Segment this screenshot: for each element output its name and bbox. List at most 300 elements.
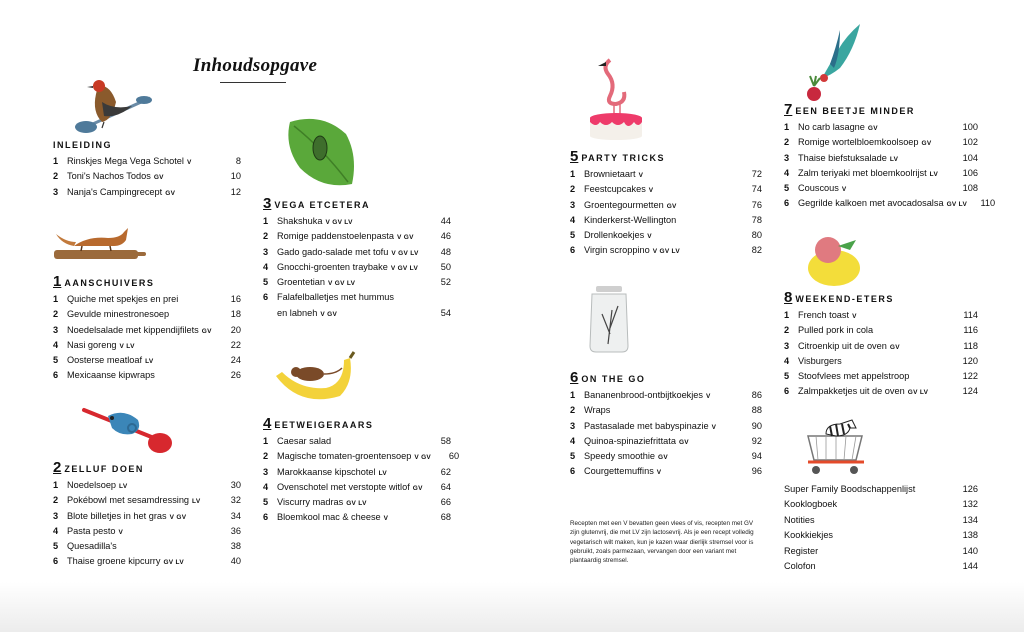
diet-tags: GV LV: [907, 389, 929, 397]
recipe-title: No carb lasagne: [798, 122, 865, 132]
page-number: 30: [230, 480, 241, 490]
page-number: 96: [751, 466, 762, 477]
recipe-number: 1: [263, 216, 269, 226]
section-heading: [53, 273, 241, 290]
page-number: 66: [440, 497, 451, 508]
recipe-title: Citroenkip uit de oven: [798, 340, 887, 351]
page-number: 90: [751, 420, 762, 431]
section-vega-etcetera: [263, 195, 451, 321]
toc-row[interactable]: [53, 539, 241, 554]
appendix-title: Kooklogboek: [784, 499, 838, 510]
toc-row[interactable]: [263, 465, 451, 480]
diet-tags: V LV: [119, 342, 135, 350]
page-number: 36: [230, 525, 241, 536]
recipe-title: Oosterse meatloaf: [67, 355, 143, 366]
flamingo-on-cake-illustration: [586, 56, 646, 146]
toc-row[interactable]: [570, 243, 762, 258]
diet-tags: GV: [412, 484, 423, 492]
page-number: 108: [962, 183, 978, 194]
recipe-number: 6: [570, 466, 576, 477]
recipe-number: 1: [570, 169, 576, 179]
toc-row[interactable]: [784, 369, 978, 384]
toc-row[interactable]: [570, 198, 762, 213]
page-number: 80: [751, 230, 762, 241]
page-number: 26: [230, 370, 241, 381]
diet-tags: LV: [889, 155, 899, 163]
section-title: EETWEIGERAARS: [274, 420, 374, 430]
recipe-number: 6: [263, 512, 269, 523]
toc-row[interactable]: [570, 182, 762, 197]
recipe-title: Caesar salad: [277, 436, 332, 446]
diet-tags: V: [841, 186, 847, 194]
page-number: 88: [751, 405, 762, 416]
section-zelluf-doen: [53, 459, 241, 570]
toc-row[interactable]: [570, 449, 762, 464]
recipe-title: Nanja's Campingrecept: [67, 186, 163, 197]
recipe-title: Quiche met spekjes en prei: [67, 294, 179, 304]
recipe-number: 5: [784, 183, 790, 194]
recipe-title: Blote billetjes in het gras: [67, 510, 167, 521]
recipe-title: Noedelsoep: [67, 480, 117, 490]
diet-tags: GV: [201, 327, 212, 335]
mouse-on-banana-illustration: [270, 350, 356, 408]
page-title: Inhoudsopgave: [193, 55, 318, 76]
diet-tags: LV: [119, 483, 128, 490]
diet-tags: V GV LV: [652, 248, 680, 256]
appendix-title: Super Family Boodschappenlijst: [784, 484, 916, 494]
section-title: INLEIDING: [53, 140, 113, 150]
diet-tags: GV LV: [946, 201, 968, 209]
page-number: 38: [230, 541, 241, 552]
diet-tags: V GV LV: [325, 219, 353, 226]
page-number: 138: [962, 530, 978, 541]
appendix-row[interactable]: [784, 528, 978, 543]
toc-row[interactable]: [53, 169, 241, 184]
section-number: 3: [263, 195, 272, 212]
recipe-title: Bananenbrood-ontbijtkoekjes: [584, 390, 704, 400]
toc-row[interactable]: [263, 275, 451, 290]
recipe-number: 2: [263, 451, 269, 462]
diet-tags: V: [656, 469, 662, 477]
toc-row[interactable]: [784, 120, 978, 135]
recipe-number: 3: [570, 420, 576, 431]
page-number: 106: [962, 167, 978, 178]
recipe-title: Zalmpakketjes uit de oven: [798, 386, 905, 397]
page-number: 140: [962, 545, 978, 556]
page-number: 22: [230, 339, 241, 350]
diet-tags: V GV LV: [391, 249, 419, 257]
recipe-number: 5: [263, 497, 269, 508]
toc-row[interactable]: [263, 260, 451, 275]
recipe-number: 5: [784, 371, 790, 382]
recipe-number: 1: [570, 390, 576, 400]
toc-row[interactable]: [570, 419, 762, 434]
recipe-title: Visburgers: [798, 355, 842, 366]
page-number: 62: [440, 466, 451, 477]
recipe-number: 5: [570, 230, 576, 241]
section-heading: [263, 195, 451, 212]
recipe-number: 6: [53, 556, 59, 567]
recipe-title: Couscous: [798, 183, 839, 194]
page-number: 8: [235, 156, 241, 166]
recipe-number: 6: [570, 245, 576, 256]
recipe-number: 4: [570, 214, 576, 225]
appendix-list: [784, 482, 978, 574]
page-number: 94: [751, 451, 762, 462]
recipe-number: 2: [53, 495, 59, 506]
recipe-title: Viscurry madras: [277, 497, 344, 508]
toc-row[interactable]: [53, 509, 241, 524]
recipe-title: Ovenschotel met verstopte witlof: [277, 481, 410, 492]
recipe-title: Gevulde minestronesoep: [67, 309, 170, 320]
page-number: 72: [751, 169, 762, 179]
recipe-number: 2: [570, 405, 576, 416]
appendix-row[interactable]: [784, 544, 978, 559]
diet-tags: V: [706, 393, 711, 400]
beetle-on-leaf-illustration: [282, 112, 362, 190]
recipe-title: Magische tomaten-groentensoep: [277, 451, 412, 462]
diet-tags: LV: [192, 498, 201, 506]
toc-row[interactable]: [570, 388, 762, 403]
toc-row[interactable]: [570, 434, 762, 449]
section-aanschuivers: [53, 273, 241, 384]
page-number: 20: [230, 324, 241, 335]
diet-tags: V: [186, 159, 192, 166]
section-number: 2: [53, 459, 62, 476]
section-title: EEN BEETJE MINDER: [795, 106, 915, 116]
diet-tags: GV: [867, 125, 878, 132]
recipe-title: Quinoa-spinaziefrittata: [584, 435, 676, 446]
diet-tags: LV: [929, 170, 939, 178]
recipe-title: Quesadilla's: [67, 541, 117, 552]
page-number: 122: [962, 371, 978, 382]
recipe-number: 5: [263, 277, 269, 288]
diet-tags: V GV LV: [390, 264, 419, 272]
section-title: ON THE GO: [581, 374, 646, 384]
recipe-number: 6: [53, 370, 59, 381]
recipe-title: Romige paddenstoelenpasta: [277, 231, 394, 242]
diet-tags: GV: [165, 189, 176, 197]
page-number: 34: [230, 510, 241, 521]
toc-row[interactable]: [784, 166, 978, 181]
section-number: 7: [784, 101, 793, 118]
diet-tags: V GV: [414, 454, 432, 462]
recipe-number: 2: [263, 231, 269, 242]
recipe-number: 1: [53, 480, 59, 490]
recipe-number: 4: [53, 339, 59, 350]
recipe-title: Gegrilde kalkoen met avocadosalsa: [798, 198, 944, 209]
section-number: 6: [570, 369, 579, 386]
recipe-number: 6: [784, 386, 790, 397]
toc-row-continuation[interactable]: [263, 306, 451, 321]
toc-row[interactable]: [784, 196, 996, 211]
section-title: AANSCHUIVERS: [64, 278, 155, 288]
page-number: 68: [440, 512, 451, 523]
recipe-number: 2: [53, 171, 59, 182]
recipe-number: 2: [570, 184, 576, 195]
recipe-title: Brownietaart: [584, 169, 636, 179]
page-number: 54: [440, 307, 451, 318]
toc-row[interactable]: [784, 339, 978, 354]
recipe-number: 6: [784, 198, 790, 209]
page-number: 58: [440, 436, 451, 446]
toc-row[interactable]: [53, 307, 241, 322]
chameleon-on-ladle-illustration: [80, 402, 176, 458]
page-number: 92: [751, 435, 762, 446]
diet-tags: GV LV: [346, 500, 367, 508]
appendix-row[interactable]: [784, 559, 978, 574]
toc-row[interactable]: [784, 323, 978, 338]
page-number: 78: [751, 214, 762, 225]
page-number: 50: [440, 261, 451, 272]
bird-on-spoon-illustration: [72, 72, 158, 136]
section-number: 5: [570, 148, 579, 165]
toc-row[interactable]: [784, 354, 978, 369]
diet-tags: V: [638, 172, 644, 179]
recipe-number: 3: [53, 186, 59, 197]
recipe-title: Falafelballetjes met hummus: [277, 292, 394, 303]
recipe-title: en labneh: [277, 307, 318, 318]
page-number: 82: [751, 245, 762, 256]
recipe-number: 3: [263, 246, 269, 257]
recipe-number: 4: [784, 355, 790, 366]
recipe-number: 3: [570, 199, 576, 210]
diet-tags: GV: [889, 343, 900, 351]
page-number: 74: [751, 184, 762, 195]
recipe-title: Gado gado-salade met tofu: [277, 246, 389, 257]
section-een-beetje-minder: [784, 101, 996, 212]
recipe-title: Courgettemuffins: [584, 466, 654, 477]
toc-row[interactable]: [263, 229, 451, 244]
recipe-number: 4: [53, 525, 59, 536]
diet-tags: V: [648, 187, 654, 195]
recipe-title: Nasi goreng: [67, 339, 117, 350]
recipe-title: Groentegourmetten: [584, 199, 664, 210]
recipe-title: Virgin scroppino: [584, 245, 650, 256]
toc-row[interactable]: [570, 167, 762, 182]
recipe-title: Kinderkerst-Wellington: [584, 214, 677, 225]
recipe-number: 3: [784, 152, 790, 163]
diet-tags: V: [118, 528, 124, 536]
page-number: 44: [440, 216, 451, 226]
section-heading: [263, 415, 451, 432]
page-number: 126: [962, 484, 978, 494]
section-title: ZELLUF DOEN: [64, 464, 144, 474]
toc-row[interactable]: [263, 449, 460, 464]
pomegranate-on-lemon-illustration: [804, 232, 864, 288]
recipe-number: 2: [784, 137, 790, 148]
page-number: 124: [962, 386, 978, 397]
recipe-title: Drollenkoekjes: [584, 230, 645, 241]
toc-row[interactable]: [53, 154, 241, 169]
recipe-number: 1: [784, 310, 790, 320]
recipe-title: Wraps: [584, 405, 611, 416]
toc-row[interactable]: [53, 353, 241, 368]
section-heading: [53, 459, 241, 476]
recipe-number: 1: [784, 122, 790, 132]
toc-row[interactable]: [570, 403, 762, 418]
page-number: 118: [963, 340, 978, 351]
toc-row[interactable]: [784, 151, 978, 166]
diet-tags: V GV: [396, 234, 414, 242]
section-heading: [53, 140, 241, 150]
diet-tags: V: [852, 313, 857, 320]
fox-on-board-illustration: [48, 220, 148, 264]
page-number: 48: [440, 246, 451, 257]
page-number: 52: [440, 277, 451, 288]
diet-tags: GV: [921, 140, 932, 148]
recipe-title: Zalm teriyaki met bloemkoolrijst: [798, 167, 927, 178]
section-on-the-go: [570, 369, 762, 480]
toc-row[interactable]: [570, 213, 762, 228]
recipe-title: Feestcupcakes: [584, 184, 646, 195]
page-number: 40: [230, 556, 241, 567]
page-number: 86: [751, 390, 762, 400]
section-title: WEEKEND-ETERS: [795, 294, 894, 304]
toc-row[interactable]: [53, 185, 241, 200]
recipe-number: 6: [263, 292, 269, 303]
recipe-number: 4: [784, 167, 790, 178]
recipe-number: 1: [53, 156, 59, 166]
diet-tags: V GV: [320, 310, 338, 318]
section-weekend-eters: [784, 289, 978, 400]
diet-tags: LV: [145, 358, 154, 366]
toc-row[interactable]: [570, 464, 762, 479]
diet-tags: V: [647, 233, 652, 241]
section-number: 4: [263, 415, 272, 432]
page-number: 16: [230, 294, 241, 304]
recipe-number: 1: [53, 294, 59, 304]
recipe-title: French toast: [798, 310, 850, 320]
appendix-title: Kookkiekjes: [784, 530, 834, 541]
recipe-title: Rinskjes Mega Vega Schotel: [67, 156, 184, 166]
recipe-number: 2: [53, 309, 59, 320]
toc-row[interactable]: [263, 214, 451, 229]
toc-row[interactable]: [53, 368, 241, 383]
recipe-title: Speedy smoothie: [584, 451, 655, 462]
toc-row[interactable]: [263, 480, 451, 495]
page-number: 12: [230, 186, 241, 197]
toc-row[interactable]: [784, 308, 978, 323]
toc-row[interactable]: [570, 228, 762, 243]
toc-row[interactable]: [263, 434, 451, 449]
page-bottom-shadow: [0, 582, 1024, 632]
section-title: VEGA ETCETERA: [274, 200, 371, 210]
zebra-in-cart-illustration: [800, 414, 872, 476]
diet-tags: GV LV: [163, 559, 184, 567]
toc-row[interactable]: [784, 384, 978, 399]
recipe-title: Groentetian: [277, 277, 326, 288]
appendix-row[interactable]: [784, 482, 978, 497]
section-heading: [570, 369, 762, 386]
diet-tags: LV: [378, 469, 387, 477]
appendix-row[interactable]: [784, 497, 978, 512]
page-number: 104: [962, 152, 978, 163]
toc-row[interactable]: [53, 493, 241, 508]
page-number: 120: [962, 355, 978, 366]
page-number: 32: [230, 495, 241, 506]
toc-row[interactable]: [53, 292, 241, 307]
recipe-title: Thaise biefstuksalade: [798, 152, 887, 163]
toc-row[interactable]: [263, 510, 451, 525]
diet-tags: GV: [153, 174, 164, 182]
recipe-title: Stoofvlees met appelstroop: [798, 371, 910, 382]
recipe-number: 3: [263, 466, 269, 477]
section-eetweigeraars: [263, 415, 460, 526]
section-title: PARTY TRICKS: [581, 153, 666, 163]
toc-row[interactable]: [784, 135, 978, 150]
toc-row[interactable]: [53, 524, 241, 539]
recipe-title: Toni's Nachos Todos: [67, 171, 151, 182]
recipe-title: Bloemkool mac & cheese: [277, 512, 381, 523]
page-number: 100: [962, 122, 978, 132]
diet-legend-footnote: Recepten met een V bevatten geen vlees of vis, recepten met GV zijn glutenvrij, die met LV zijn lactosevrij. Als je een recept volledig vegetarisch wilt maken, kun je kazen waar dierlijk stremsel voor is gebruikt, zoals parmezaan, vervangen door een variant met plantaardig stremsel.: [570, 520, 754, 565]
plant-in-jar-illustration: [586, 284, 632, 354]
appendix-title: Colofon: [784, 560, 816, 571]
toc-row[interactable]: [784, 181, 978, 196]
diet-tags: GV: [666, 202, 677, 210]
diet-tags: V: [383, 515, 389, 523]
recipe-title: Pokébowl met sesamdressing: [67, 495, 190, 506]
page-number: 144: [962, 560, 978, 571]
section-heading: [784, 289, 978, 306]
recipe-number: 5: [570, 451, 576, 462]
appendix-title: Notities: [784, 514, 815, 525]
recipe-number: 3: [53, 324, 59, 335]
recipe-number: 2: [784, 325, 790, 336]
diet-tags: V GV LV: [328, 280, 356, 288]
swallow-with-radish-illustration: [800, 20, 870, 104]
toc-row[interactable]: [53, 323, 241, 338]
recipe-title: Thaise groene kipcurry: [67, 556, 161, 567]
appendix-row[interactable]: [784, 513, 978, 528]
page-number: 46: [440, 231, 451, 242]
recipe-title: Pasta pesto: [67, 525, 116, 536]
diet-tags: V: [711, 423, 717, 431]
toc-row[interactable]: [53, 338, 241, 353]
section-heading: [784, 101, 978, 118]
page-number: 116: [963, 325, 978, 336]
toc-row[interactable]: [263, 245, 451, 260]
page-number: 102: [962, 137, 978, 148]
page-number: 134: [962, 514, 978, 525]
diet-tags: GV: [678, 438, 689, 446]
section-number: 8: [784, 289, 793, 306]
recipe-number: 5: [53, 355, 59, 366]
toc-row[interactable]: [263, 495, 451, 510]
toc-row[interactable]: [53, 478, 241, 493]
section-party-tricks: [570, 148, 762, 259]
recipe-number: 1: [263, 436, 269, 446]
page-number: 10: [230, 171, 241, 182]
recipe-title: Gnocchi-groenten traybake: [277, 261, 388, 272]
toc-row[interactable]: [53, 554, 241, 569]
recipe-title: Marokkaanse kipschotel: [277, 466, 376, 477]
appendix-title: Register: [784, 545, 819, 556]
recipe-title: Pulled pork in cola: [798, 325, 874, 336]
recipe-number: 4: [570, 435, 576, 446]
recipe-title: Noedelsalade met kippendijfilets: [67, 324, 199, 335]
page-number: 24: [230, 355, 241, 366]
title-underline: [220, 82, 286, 83]
recipe-number: 3: [53, 510, 59, 521]
recipe-number: 5: [53, 541, 59, 552]
recipe-title: Mexicaanse kipwraps: [67, 370, 155, 381]
page-number: 110: [980, 198, 996, 209]
page-number: 114: [963, 310, 978, 320]
toc-row[interactable]: [263, 290, 451, 305]
recipe-number: 4: [263, 261, 269, 272]
